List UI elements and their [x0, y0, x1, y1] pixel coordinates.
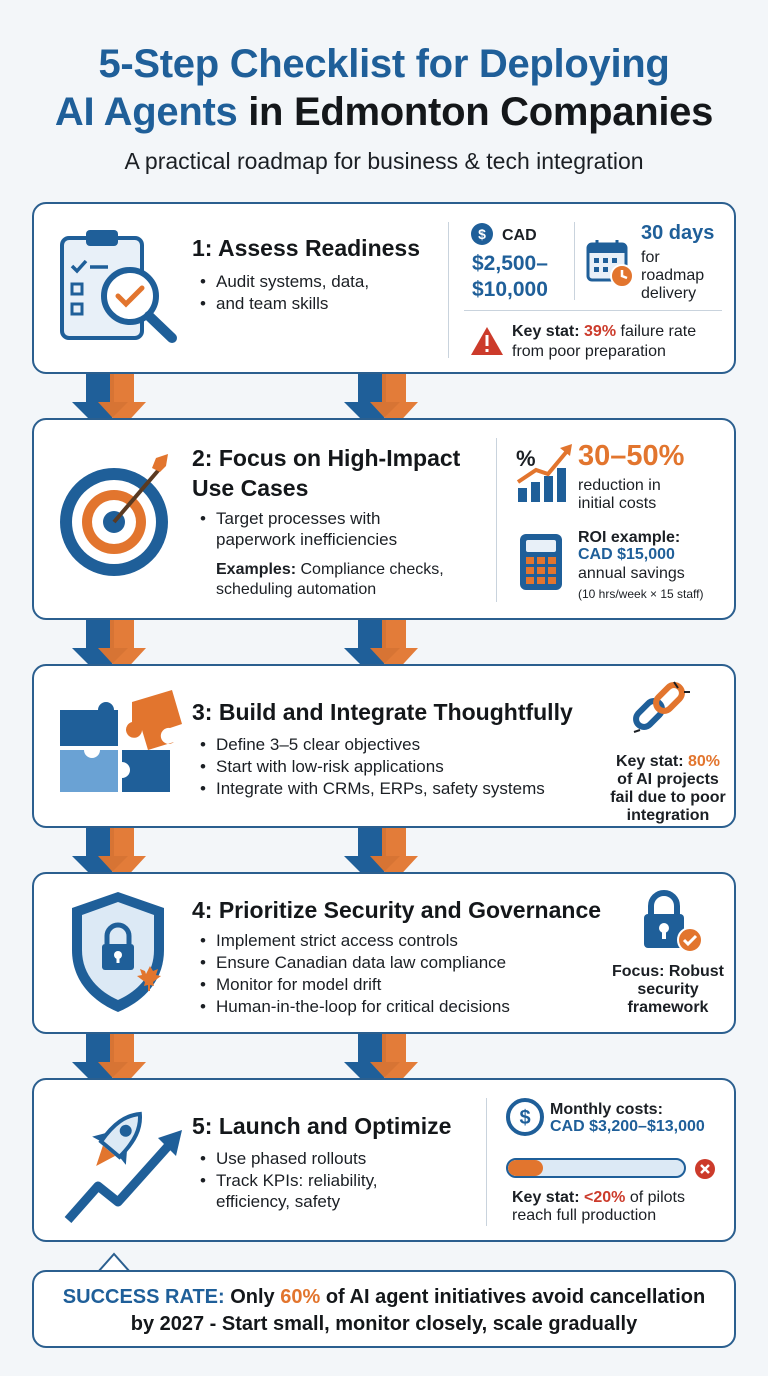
step-1-cost-range-2: $10,000: [472, 278, 548, 301]
step-3-bullet-2: • Start with low-risk applications: [198, 756, 545, 778]
step-3-stat-text-1: of AI projects: [617, 771, 719, 788]
page-subtitle: A practical roadmap for business & tech integration: [124, 148, 644, 174]
step-5-stat-text-2: reach full production: [512, 1207, 657, 1224]
step-5-title: 5: Launch and Optimize: [192, 1113, 452, 1139]
step-5-stat-label: Key stat:: [512, 1189, 580, 1206]
title-line-1: 5-Step Checklist for Deploying: [98, 42, 670, 86]
step-2-roi-note: (10 hrs/week × 15 staff): [578, 587, 704, 601]
dollar-icon: [470, 222, 496, 248]
step-2-roi-text: annual savings: [578, 565, 685, 582]
step-4-bullet-2: • Ensure Canadian data law compliance: [198, 952, 510, 974]
step-1-divider: [448, 222, 449, 358]
svg-text:%: %: [516, 446, 536, 471]
step-2-bullet-2: paperwork inefficiencies: [216, 530, 398, 549]
banner-value: 60%: [280, 1286, 321, 1308]
step-3-stat-text-2: fail due to poor: [610, 789, 726, 806]
step-5-stat-text-1: of pilots: [625, 1189, 685, 1206]
percent-growth-icon: [514, 442, 576, 504]
step-1-cost-currency: CAD: [502, 227, 537, 244]
step-1-days-note-2: roadmap: [641, 267, 705, 284]
step-2-examples: [216, 560, 444, 580]
step-5-card: [32, 1078, 736, 1242]
step-4-focus-3: framework: [627, 999, 709, 1016]
step-3-card: [32, 664, 736, 828]
step-2-bullets: [198, 508, 380, 530]
step-4-bullet-1: • Implement strict access controls: [198, 930, 510, 952]
step-1-stat: [512, 322, 696, 342]
puzzle-icon: [56, 684, 186, 808]
step-1-divider-2: [574, 222, 575, 300]
banner-label: SUCCESS RATE:: [62, 1286, 225, 1308]
step-4-focus-1: Focus: Robust: [612, 963, 724, 980]
step-1-bullet-2: • and team skills: [198, 293, 369, 315]
step-2-reduction-text-1: reduction in: [578, 477, 661, 494]
step-1-days: 30 days: [641, 222, 715, 244]
step-3-stat-text-3: integration: [626, 807, 710, 824]
step-1-stat-text-2: from poor preparation: [512, 343, 666, 360]
banner-text-a: Only: [224, 1286, 281, 1308]
step-2-examples-text-2: scheduling automation: [216, 581, 377, 598]
broken-link-icon: [630, 680, 694, 744]
step-5-bullet-1: • Use phased rollouts: [198, 1148, 378, 1170]
banner-text: [34, 1284, 734, 1338]
step-5-bullet-3: efficiency, safety: [216, 1192, 341, 1211]
step-2-bullet-1: • Target processes with: [198, 508, 380, 530]
step-5-cost-value: CAD $3,200–$13,000: [550, 1118, 705, 1135]
padlock-check-icon: [638, 890, 708, 954]
step-2-divider: [496, 438, 497, 602]
clipboard-magnifier-icon: [56, 226, 186, 351]
step-2-reduction-text-2: initial costs: [578, 495, 657, 512]
step-1-days-note-1: for: [641, 249, 660, 266]
step-3-stat-label: Key stat:: [615, 753, 684, 770]
step-1-hline: [464, 310, 722, 311]
step-3-stat: [606, 752, 730, 772]
step-3-bullet-3: • Integrate with CRMs, ERPs, safety systems: [198, 778, 545, 800]
banner-line-1: [34, 1284, 734, 1311]
step-5-stat: [512, 1188, 685, 1208]
step-3-bullet-1: • Define 3–5 clear objectives: [198, 734, 545, 756]
step-1-stat-text-1: failure rate: [616, 323, 697, 340]
step-1-title: 1: Assess Readiness: [192, 235, 421, 261]
svg-text:$: $: [519, 1107, 531, 1129]
step-5-progress-fill: [508, 1160, 543, 1176]
step-1-bullet-1: • Audit systems, data,: [198, 271, 369, 293]
step-4-bullets: [198, 930, 510, 1018]
step-1-card: [32, 202, 736, 374]
step-2-roi-label: ROI example:: [578, 529, 681, 546]
step-2-card: [32, 418, 736, 620]
rocket-growth-icon: [62, 1100, 192, 1230]
step-1-days-note-3: delivery: [641, 285, 697, 302]
success-rate-banner: [32, 1270, 736, 1348]
step-1-stat-label: Key stat:: [512, 323, 580, 340]
step-5-progress-track: [506, 1158, 686, 1178]
step-2-title-2: Use Cases: [192, 475, 309, 501]
close-circle-icon: [694, 1158, 716, 1180]
shield-lock-icon: [64, 888, 174, 1018]
calendar-clock-icon: [586, 238, 636, 290]
step-2-title-1: 2: Focus on High-Impact: [192, 445, 461, 471]
step-3-title: 3: Build and Integrate Thoughtfully: [192, 699, 573, 725]
banner-line-2: by 2027 - Start small, monitor closely, scale gradually: [130, 1313, 638, 1335]
step-5-bullets: [198, 1148, 378, 1192]
banner-text-b: of AI agent initiatives avoid cancellation: [320, 1286, 706, 1308]
target-arrow-icon: [56, 454, 186, 584]
step-4-card: [32, 872, 736, 1034]
step-4-bullet-4: • Human-in-the-loop for critical decisions: [198, 996, 510, 1018]
step-5-stat-value: <20%: [584, 1189, 626, 1206]
step-5-divider: [486, 1098, 487, 1226]
step-2-examples-label: Examples:: [216, 561, 297, 578]
step-2-roi-value: CAD $15,000: [578, 546, 675, 563]
step-1-cost-range-1: $2,500–: [472, 252, 548, 275]
step-5-bullet-2: • Track KPIs: reliability,: [198, 1170, 378, 1192]
step-3-bullets: [198, 734, 545, 800]
title-rest: in Edmonton Companies: [237, 90, 714, 134]
svg-text:$: $: [478, 226, 486, 242]
step-1-stat-value: 39%: [584, 323, 617, 340]
step-1-bullets: [198, 271, 369, 315]
step-4-focus-2: security: [637, 981, 699, 998]
title-highlight: AI Agents: [54, 90, 238, 134]
dollar-circle-icon: [506, 1098, 546, 1138]
step-5-cost-label: Monthly costs:: [550, 1101, 663, 1118]
step-2-reduction-value: 30–50%: [578, 440, 685, 472]
step-4-title: 4: Prioritize Security and Governance: [192, 897, 602, 923]
step-3-stat-value: 80%: [688, 753, 721, 770]
step-4-bullet-3: • Monitor for model drift: [198, 974, 510, 996]
warning-icon: [470, 326, 504, 356]
calculator-icon: [518, 532, 566, 594]
step-2-examples-text-1: Compliance checks,: [296, 561, 444, 578]
